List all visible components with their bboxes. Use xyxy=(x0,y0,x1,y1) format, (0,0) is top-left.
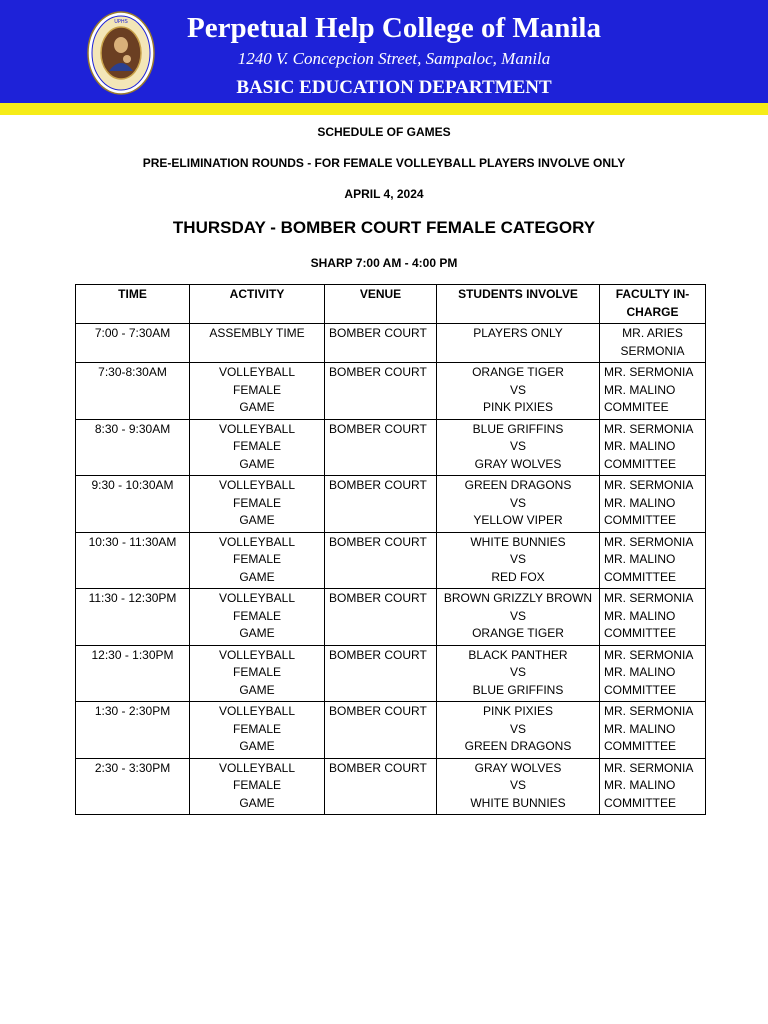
faculty-cell: MR. SERMONIA MR. MALINO COMMITTEE xyxy=(600,645,706,702)
faculty-cell: MR. SERMONIA MR. MALINO COMMITTEE xyxy=(600,702,706,759)
time-cell: 2:30 - 3:30PM xyxy=(76,758,190,815)
faculty-cell: MR. SERMONIA MR. MALINO COMMITTEE xyxy=(600,758,706,815)
table-row xyxy=(76,758,706,815)
faculty-cell: MR. SERMONIA MR. MALINO COMMITTEE xyxy=(600,589,706,646)
faculty-cell: MR. SERMONIA MR. MALINO COMMITTEE xyxy=(600,476,706,533)
activity-cell: VOLLEYBALL FEMALE GAME xyxy=(190,363,325,420)
faculty-cell: MR. SERMONIA MR. MALINO COMMITTEE xyxy=(600,532,706,589)
venue-cell: BOMBER COURT xyxy=(325,589,437,646)
schedule-table xyxy=(75,284,706,815)
col-header-time: TIME xyxy=(76,285,190,324)
students-cell: PLAYERS ONLY xyxy=(437,324,600,363)
event-date: APRIL 4, 2024 xyxy=(344,187,424,201)
faculty-cell: MR. ARIES SERMONIA xyxy=(600,324,706,363)
department-name: BASIC EDUCATION DEPARTMENT xyxy=(236,77,552,98)
faculty-cell: MR. SERMONIA MR. MALINO COMMITEE xyxy=(600,363,706,420)
time-range: SHARP 7:00 AM - 4:00 PM xyxy=(310,256,458,270)
activity-cell: VOLLEYBALL FEMALE GAME xyxy=(190,532,325,589)
table-row xyxy=(76,419,706,476)
activity-cell: VOLLEYBALL FEMALE GAME xyxy=(190,645,325,702)
time-cell: 12:30 - 1:30PM xyxy=(76,645,190,702)
activity-cell: VOLLEYBALL FEMALE GAME xyxy=(190,476,325,533)
activity-cell: VOLLEYBALL FEMALE GAME xyxy=(190,702,325,759)
time-cell: 8:30 - 9:30AM xyxy=(76,419,190,476)
venue-cell: BOMBER COURT xyxy=(325,532,437,589)
students-cell: ORANGE TIGER VS PINK PIXIES xyxy=(437,363,600,420)
day-title: THURSDAY - BOMBER COURT FEMALE CATEGORY xyxy=(172,218,596,237)
students-cell: PINK PIXIES VS GREEN DRAGONS xyxy=(437,702,600,759)
students-cell: WHITE BUNNIES VS RED FOX xyxy=(437,532,600,589)
header-stripe xyxy=(0,103,768,115)
activity-cell: ASSEMBLY TIME xyxy=(190,324,325,363)
activity-cell: VOLLEYBALL FEMALE GAME xyxy=(190,589,325,646)
time-cell: 11:30 - 12:30PM xyxy=(76,589,190,646)
time-cell: 7:30-8:30AM xyxy=(76,363,190,420)
table-row xyxy=(76,324,706,363)
svg-text:UPHS: UPHS xyxy=(114,19,128,25)
table-row xyxy=(76,645,706,702)
table-row xyxy=(76,363,706,420)
venue-cell: BOMBER COURT xyxy=(325,419,437,476)
col-header-students: STUDENTS INVOLVE xyxy=(437,285,600,324)
venue-cell: BOMBER COURT xyxy=(325,645,437,702)
venue-cell: BOMBER COURT xyxy=(325,476,437,533)
venue-cell: BOMBER COURT xyxy=(325,758,437,815)
rounds-subtitle: PRE-ELIMINATION ROUNDS - FOR FEMALE VOLLEYBALL PLAYERS INVOLVE ONLY xyxy=(142,156,626,170)
students-cell: GREEN DRAGONS VS YELLOW VIPER xyxy=(437,476,600,533)
venue-cell: BOMBER COURT xyxy=(325,702,437,759)
school-name: Perpetual Help College of Manila xyxy=(187,12,601,44)
col-header-activity: ACTIVITY xyxy=(190,285,325,324)
activity-cell: VOLLEYBALL FEMALE GAME xyxy=(190,758,325,815)
time-cell: 7:00 - 7:30AM xyxy=(76,324,190,363)
col-header-venue: VENUE xyxy=(325,285,437,324)
activity-cell: VOLLEYBALL FEMALE GAME xyxy=(190,419,325,476)
students-cell: BROWN GRIZZLY BROWN VS ORANGE TIGER xyxy=(437,589,600,646)
time-cell: 9:30 - 10:30AM xyxy=(76,476,190,533)
schedule-title: SCHEDULE OF GAMES xyxy=(317,125,451,139)
table-row xyxy=(76,702,706,759)
col-header-faculty: FACULTY IN- CHARGE xyxy=(600,285,706,324)
students-cell: GRAY WOLVES VS WHITE BUNNIES xyxy=(437,758,600,815)
faculty-cell: MR. SERMONIA MR. MALINO COMMITTEE xyxy=(600,419,706,476)
table-header-row xyxy=(76,285,706,324)
venue-cell: BOMBER COURT xyxy=(325,363,437,420)
time-cell: 1:30 - 2:30PM xyxy=(76,702,190,759)
venue-cell: BOMBER COURT xyxy=(325,324,437,363)
school-seal-logo xyxy=(87,11,155,95)
table-row xyxy=(76,476,706,533)
students-cell: BLUE GRIFFINS VS GRAY WOLVES xyxy=(437,419,600,476)
students-cell: BLACK PANTHER VS BLUE GRIFFINS xyxy=(437,645,600,702)
time-cell: 10:30 - 11:30AM xyxy=(76,532,190,589)
school-address: 1240 V. Concepcion Street, Sampaloc, Manila xyxy=(237,49,551,68)
table-row xyxy=(76,589,706,646)
table-row xyxy=(76,532,706,589)
